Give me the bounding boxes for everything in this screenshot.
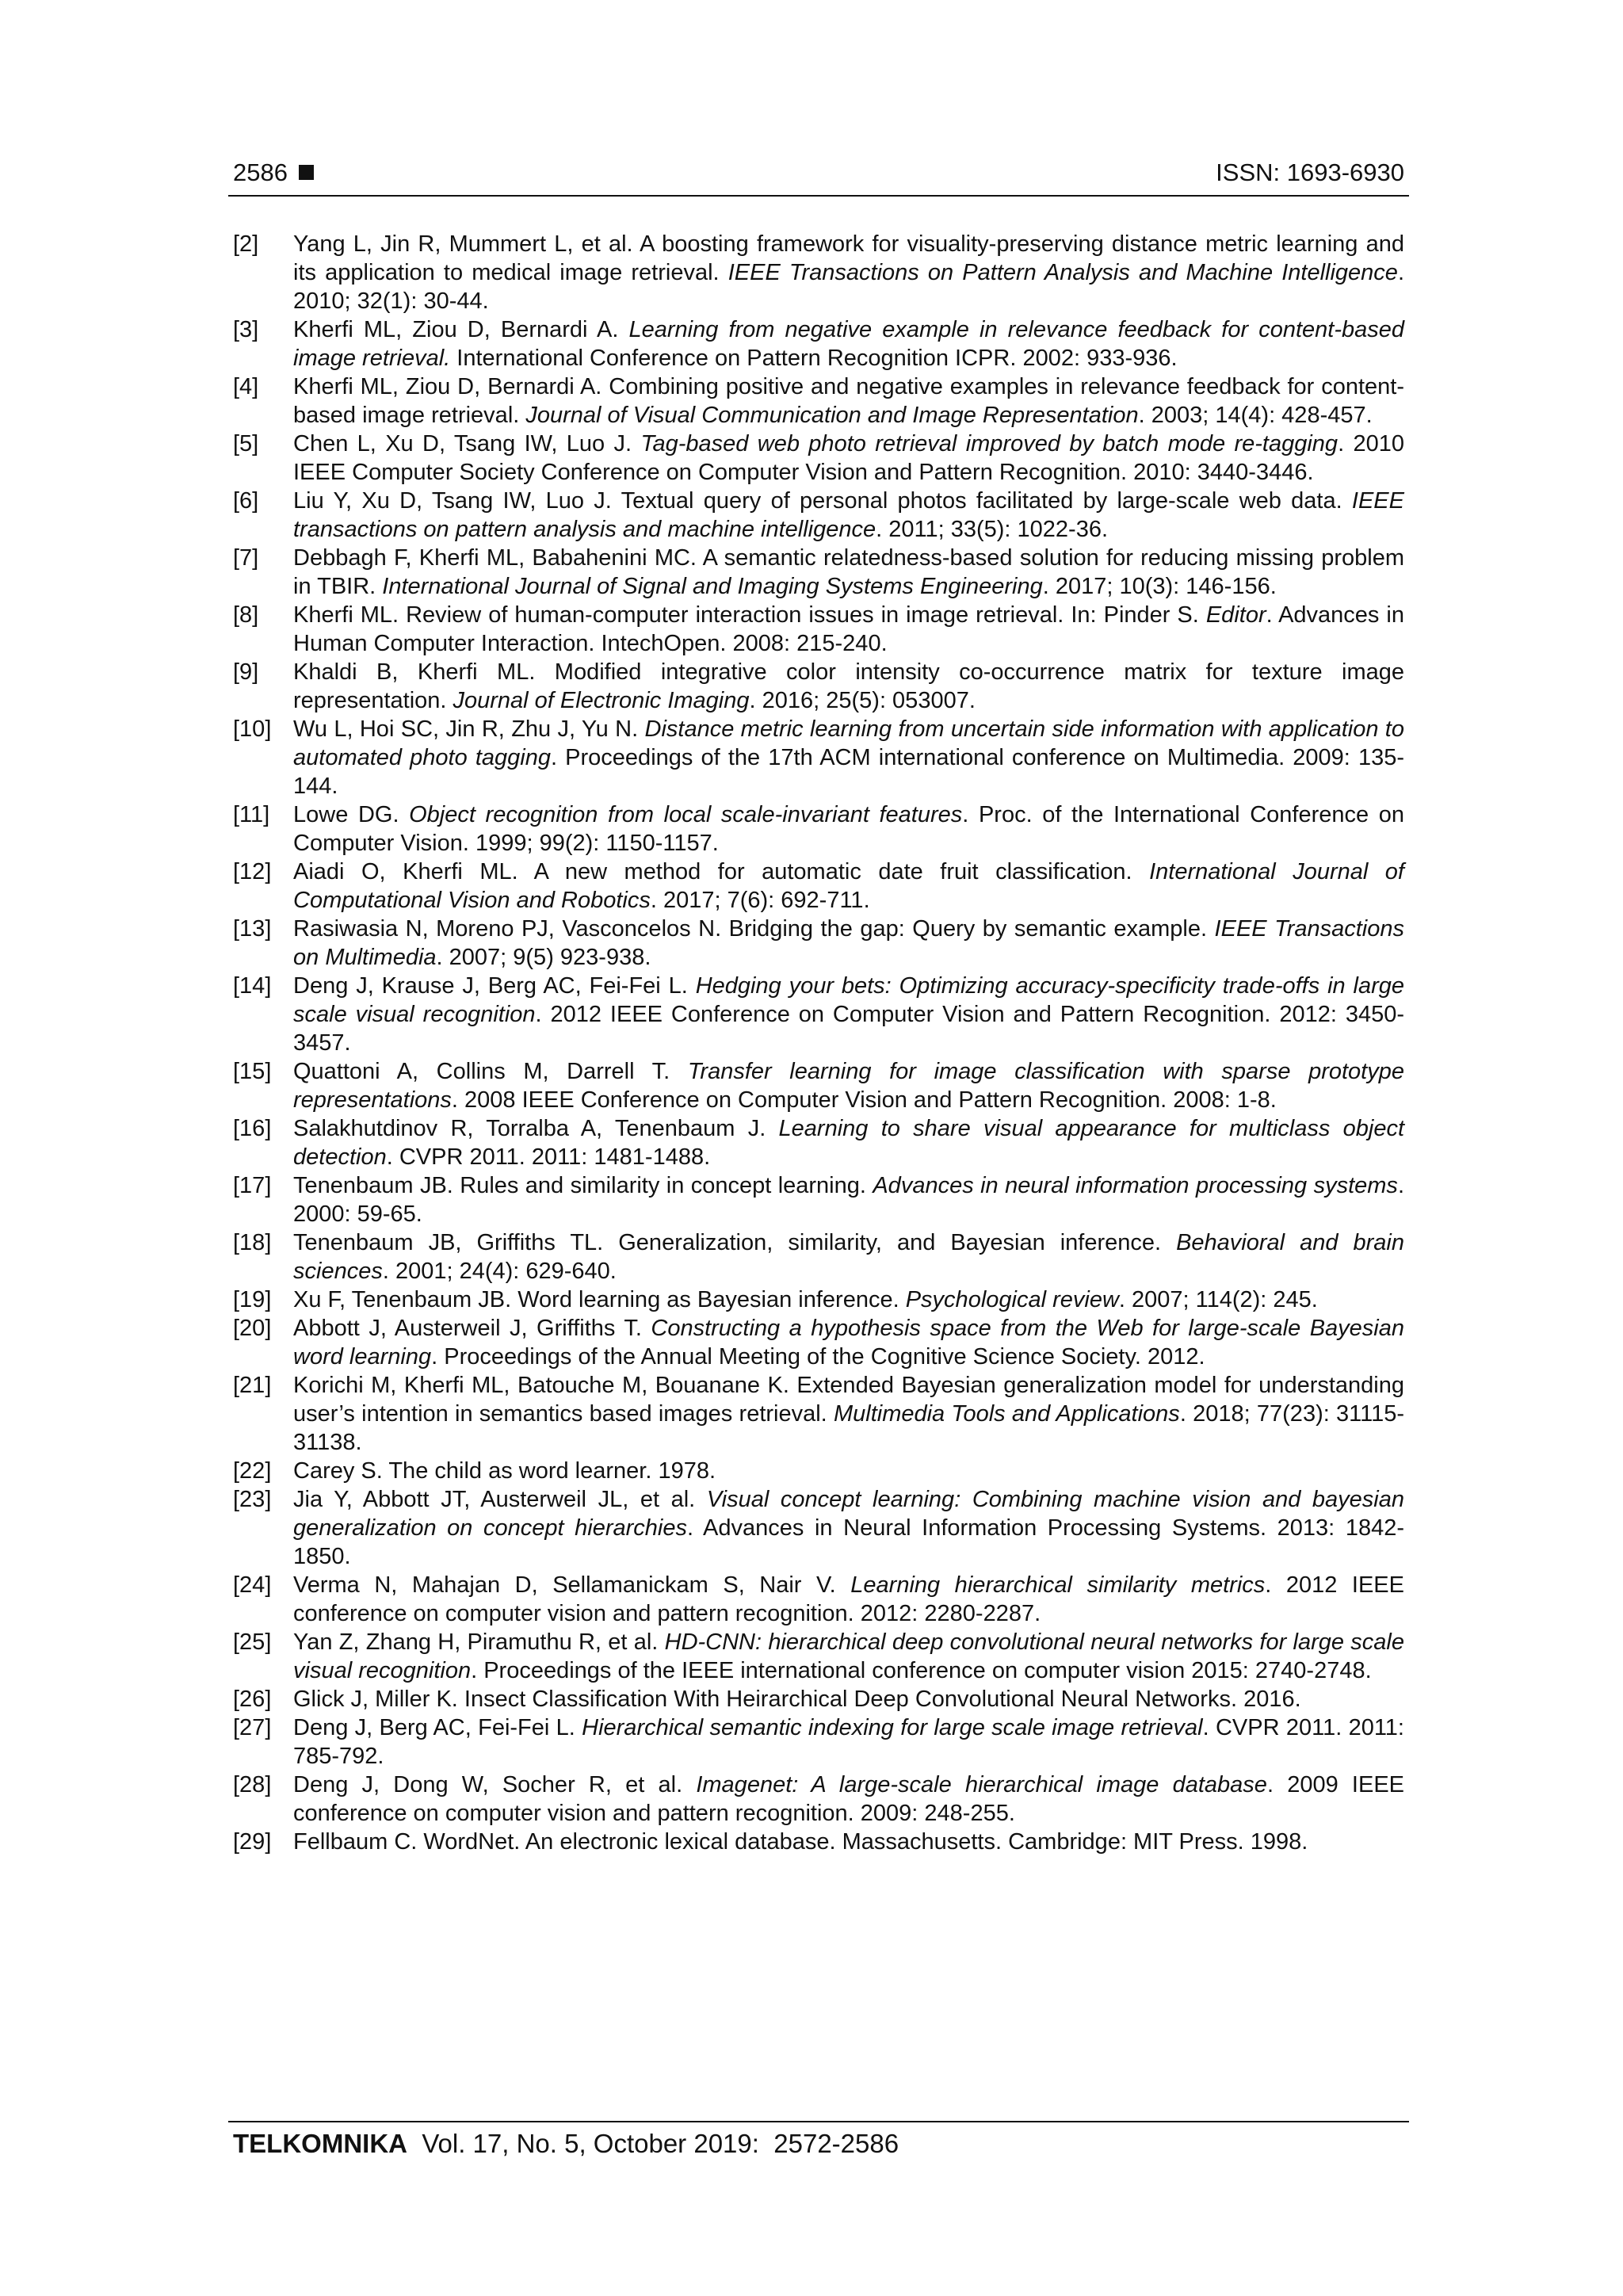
reference-text-segment: Rasiwasia N, Moreno PJ, Vasconcelos N. Bridging the gap: Query by semantic example. xyxy=(293,916,1215,942)
reference-number: [23] xyxy=(233,1487,272,1512)
reference-title-italic: Journal of Electronic Imaging xyxy=(453,688,750,713)
reference-title-italic: Hedging your bets: Optimizing accuracy-specificity trade-offs in large scale visual recognition xyxy=(293,973,1405,1027)
reference-item xyxy=(233,1628,1404,1685)
reference-title-italic: Journal of Visual Communication and Image Representation xyxy=(525,403,1139,428)
reference-number: [10] xyxy=(233,716,272,742)
reference-text-segment: . 2017; 7(6): 692-711. xyxy=(650,888,870,913)
reference-title-italic: Imagenet: A large-scale hierarchical image database xyxy=(696,1772,1267,1797)
journal-name: TELKOMNIKA xyxy=(233,2129,407,2158)
reference-number: [15] xyxy=(233,1059,272,1084)
reference-title-italic: Multimedia Tools and Applications xyxy=(833,1401,1180,1427)
reference-title-italic: Constructing a hypothesis space from the Web for large-scale Bayesian word learning xyxy=(293,1316,1404,1370)
reference-text-segment: . 2009 IEEE conference on computer vision and pattern recognition. 2009: 248-255. xyxy=(293,1772,1405,1826)
reference-item xyxy=(233,1057,1404,1114)
reference-text-segment: . 2008 IEEE Conference on Computer Vision and Pattern Recognition. 2008: 1-8. xyxy=(451,1087,1277,1113)
reference-number: [28] xyxy=(233,1772,272,1797)
reference-number: [6] xyxy=(233,488,259,514)
reference-text-segment: . 2003; 14(4): 428-457. xyxy=(1138,403,1373,428)
reference-text-segment: . Proceedings of the IEEE international conference on computer vision 2015: 2740-2748. xyxy=(471,1658,1372,1683)
reference-list xyxy=(233,230,1404,1856)
reference-number: [19] xyxy=(233,1287,272,1312)
reference-number: [20] xyxy=(233,1316,272,1341)
reference-text xyxy=(293,315,1404,372)
reference-text xyxy=(293,800,1404,858)
reference-item xyxy=(233,1114,1404,1171)
reference-text-segment: . 2000: 59-65. xyxy=(293,1173,1404,1227)
reference-text-segment: Jia Y, Abbott JT, Austerweil JL, et al. xyxy=(293,1487,707,1512)
reference-text-segment: Carey S. The child as word learner. 1978. xyxy=(293,1458,716,1484)
reference-text-segment: . CVPR 2011. 2011: 785-792. xyxy=(293,1715,1404,1769)
reference-text-segment: . 2012 IEEE conference on computer vision and pattern recognition. 2012: 2280-2287. xyxy=(293,1572,1404,1626)
reference-text-segment: Deng J, Krause J, Berg AC, Fei-Fei L. xyxy=(293,973,696,999)
reference-text-segment: . 2016; 25(5): 053007. xyxy=(749,688,976,713)
reference-text-segment: . Proc. of the International Conference on Computer Vision. 1999; 99(2): 1150-1157. xyxy=(293,802,1405,856)
reference-text xyxy=(293,1713,1404,1771)
reference-item xyxy=(233,1228,1404,1286)
reference-number: [5] xyxy=(233,431,259,457)
page-number xyxy=(233,159,314,187)
reference-number: [17] xyxy=(233,1173,272,1198)
reference-text xyxy=(293,601,1404,658)
reference-text xyxy=(293,1828,1404,1856)
reference-number: [8] xyxy=(233,602,259,628)
reference-text-segment: Verma N, Mahajan D, Sellamanickam S, Nair V. xyxy=(293,1572,851,1598)
reference-text xyxy=(293,658,1404,715)
header-divider xyxy=(228,195,1409,197)
reference-text-segment: Yan Z, Zhang H, Piramuthu R, et al. xyxy=(293,1629,665,1655)
reference-title-italic: Advances in neural information processing systems xyxy=(873,1173,1398,1198)
reference-text xyxy=(293,972,1404,1057)
reference-item xyxy=(233,1457,1404,1485)
reference-text-segment: Deng J, Dong W, Socher R, et al. xyxy=(293,1772,697,1797)
reference-title-italic: Hierarchical semantic indexing for large scale image retrieval xyxy=(582,1715,1203,1740)
reference-text xyxy=(293,1485,1404,1571)
reference-text-segment: Kherfi ML. Review of human-computer interaction issues in image retrieval. In: Pinder S. xyxy=(293,602,1206,628)
reference-title-italic: Psychological review xyxy=(905,1287,1119,1312)
reference-title-italic: Tag-based web photo retrieval improved by batch mode re-tagging xyxy=(640,431,1338,457)
reference-number: [14] xyxy=(233,973,272,999)
reference-number: [22] xyxy=(233,1458,272,1484)
reference-text xyxy=(293,544,1404,601)
reference-item xyxy=(233,544,1404,601)
reference-number: [16] xyxy=(233,1116,272,1141)
reference-text xyxy=(293,858,1404,915)
reference-item xyxy=(233,230,1404,315)
black-square-icon xyxy=(299,165,314,180)
reference-text-segment: Debbagh F, Kherfi ML, Babahenini MC. A semantic relatedness-based solution for reducing missing problem in TBIR. xyxy=(293,545,1404,599)
reference-title-italic: IEEE Transactions on Multimedia xyxy=(293,916,1404,970)
reference-text-segment: Xu F, Tenenbaum JB. Word learning as Bayesian inference. xyxy=(293,1287,906,1312)
reference-text-segment: Deng J, Berg AC, Fei-Fei L. xyxy=(293,1715,582,1740)
reference-item xyxy=(233,1171,1404,1228)
reference-text-segment: Fellbaum C. WordNet. An electronic lexical database. Massachusetts. Cambridge: MIT Press. 1998. xyxy=(293,1829,1308,1855)
reference-text-segment: Abbott J, Austerweil J, Griffiths T. xyxy=(293,1316,651,1341)
reference-text-segment: . CVPR 2011. 2011: 1481-1488. xyxy=(386,1144,711,1170)
reference-text xyxy=(293,1314,1404,1371)
reference-item xyxy=(233,658,1404,715)
reference-text-segment: International Conference on Pattern Recognition ICPR. 2002: 933-936. xyxy=(450,346,1178,371)
reference-item xyxy=(233,1371,1404,1457)
reference-text xyxy=(293,1571,1404,1628)
reference-title-italic: Distance metric learning from uncertain side information with application to automated photo tagging xyxy=(293,716,1404,770)
reference-item xyxy=(233,800,1404,858)
reference-text xyxy=(293,1057,1404,1114)
reference-text-segment: . 2012 IEEE Conference on Computer Vision and Pattern Recognition. 2012: 3450-3457. xyxy=(293,1002,1404,1056)
reference-item xyxy=(233,1828,1404,1856)
reference-item xyxy=(233,1286,1404,1314)
reference-title-italic: International Journal of Computational Vision and Robotics xyxy=(293,859,1404,913)
reference-number: [4] xyxy=(233,374,259,399)
reference-title-italic: Transfer learning for image classification with sparse prototype representations xyxy=(293,1059,1404,1113)
reference-text xyxy=(293,1114,1404,1171)
reference-text-segment: . 2010 IEEE Computer Society Conference on Computer Vision and Pattern Recognition. 2010: 3440-3446. xyxy=(293,431,1404,485)
reference-number: [7] xyxy=(233,545,259,571)
reference-text-segment: . 2011; 33(5): 1022-36. xyxy=(876,517,1109,542)
reference-title-italic: IEEE transactions on pattern analysis and machine intelligence xyxy=(293,488,1404,542)
reference-text-segment: Chen L, Xu D, Tsang IW, Luo J. xyxy=(293,431,641,457)
reference-title-italic: HD-CNN: hierarchical deep convolutional neural networks for large scale visual recognition xyxy=(293,1629,1405,1683)
reference-text-segment: . Advances in Human Computer Interaction. IntechOpen. 2008: 215-240. xyxy=(293,602,1404,656)
reference-text-segment: Glick J, Miller K. Insect Classification With Heirarchical Deep Convolutional Neural Networks. 2016. xyxy=(293,1687,1301,1712)
reference-number: [21] xyxy=(233,1373,272,1398)
reference-text xyxy=(293,230,1404,315)
reference-text xyxy=(293,1685,1404,1713)
page-number-text: 2586 xyxy=(233,159,288,186)
reference-number: [12] xyxy=(233,859,272,884)
reference-number: [29] xyxy=(233,1829,272,1855)
reference-text xyxy=(293,1286,1404,1314)
reference-text xyxy=(293,715,1404,800)
reference-item xyxy=(233,430,1404,487)
reference-item xyxy=(233,601,1404,658)
reference-item xyxy=(233,315,1404,372)
reference-number: [27] xyxy=(233,1715,272,1740)
reference-text-segment: Tenenbaum JB. Rules and similarity in concept learning. xyxy=(293,1173,873,1198)
reference-text-segment: . Proceedings of the 17th ACM international conference on Multimedia. 2009: 135-144. xyxy=(293,745,1404,799)
reference-number: [18] xyxy=(233,1230,272,1255)
reference-number: [9] xyxy=(233,659,259,685)
reference-text-segment: . 2017; 10(3): 146-156. xyxy=(1042,574,1277,599)
reference-item xyxy=(233,487,1404,544)
reference-text-segment: . 2007; 114(2): 245. xyxy=(1118,1287,1318,1312)
reference-item xyxy=(233,1685,1404,1713)
reference-text-segment: Salakhutdinov R, Torralba A, Tenenbaum J. xyxy=(293,1116,779,1141)
reference-text-segment: . 2007; 9(5) 923-938. xyxy=(436,945,651,970)
reference-text-segment: Liu Y, Xu D, Tsang IW, Luo J. Textual query of personal photos facilitated by large-scale web data. xyxy=(293,488,1352,514)
reference-text xyxy=(293,1457,1404,1485)
reference-title-italic: Editor xyxy=(1205,602,1266,628)
reference-text-segment: Kherfi ML, Ziou D, Bernardi A. Combining positive and negative examples in relevance feedback for content-based image retrieval. xyxy=(293,374,1404,428)
reference-item xyxy=(233,1713,1404,1771)
reference-number: [24] xyxy=(233,1572,272,1598)
reference-text xyxy=(293,1371,1404,1457)
reference-text-segment: Korichi M, Kherfi ML, Batouche M, Bouanane K. Extended Bayesian generalization model for understanding user’s intention in semantics based images retrieval. xyxy=(293,1373,1404,1427)
reference-text-segment: . 2010; 32(1): 30-44. xyxy=(293,260,1404,314)
reference-title-italic: Visual concept learning: Combining machine vision and bayesian generalization on concept hierarchies xyxy=(293,1487,1404,1541)
reference-title-italic: Object recognition from local scale-invariant features xyxy=(409,802,963,827)
reference-text-segment: Quattoni A, Collins M, Darrell T. xyxy=(293,1059,688,1084)
reference-text-segment: . Advances in Neural Information Processing Systems. 2013: 1842-1850. xyxy=(293,1515,1404,1569)
reference-item xyxy=(233,972,1404,1057)
reference-number: [13] xyxy=(233,916,272,942)
reference-item xyxy=(233,1571,1404,1628)
reference-text-segment: Tenenbaum JB, Griffiths TL. Generalization, similarity, and Bayesian inference. xyxy=(293,1230,1177,1255)
reference-number: [25] xyxy=(233,1629,272,1655)
reference-item xyxy=(233,372,1404,430)
issn-label: ISSN: 1693-6930 xyxy=(1216,159,1404,186)
reference-text xyxy=(293,1771,1404,1828)
reference-text xyxy=(293,915,1404,972)
reference-text-segment: Wu L, Hoi SC, Jin R, Zhu J, Yu N. xyxy=(293,716,645,742)
reference-title-italic: Behavioral and brain sciences xyxy=(293,1230,1404,1284)
reference-text-segment: Khaldi B, Kherfi ML. Modified integrative color intensity co-occurrence matrix for texture image representation. xyxy=(293,659,1404,713)
reference-title-italic: Learning hierarchical similarity metrics xyxy=(850,1572,1266,1598)
reference-item xyxy=(233,858,1404,915)
reference-text-segment: . 2018; 77(23): 31115-31138. xyxy=(293,1401,1405,1455)
reference-text-segment: Yang L, Jin R, Mummert L, et al. A boosting framework for visuality-preserving distance metric learning and its application to medical image retrieval. xyxy=(293,231,1404,285)
reference-text xyxy=(293,1628,1404,1685)
reference-number: [2] xyxy=(233,231,259,257)
reference-text xyxy=(293,430,1404,487)
reference-title-italic: International Journal of Signal and Imaging Systems Engineering xyxy=(382,574,1043,599)
reference-number: [11] xyxy=(233,802,270,827)
reference-text xyxy=(293,1171,1404,1228)
reference-item xyxy=(233,1314,1404,1371)
journal-issue-details: Vol. 17, No. 5, October 2019: 2572-2586 xyxy=(407,2129,899,2158)
reference-number: [26] xyxy=(233,1687,272,1712)
reference-item xyxy=(233,715,1404,800)
reference-text xyxy=(293,487,1404,544)
reference-number: [3] xyxy=(233,317,259,342)
reference-item xyxy=(233,915,1404,972)
reference-title-italic: Learning from negative example in relevance feedback for content-based image retrieval. xyxy=(293,317,1404,371)
reference-text-segment: . Proceedings of the Annual Meeting of the Cognitive Science Society. 2012. xyxy=(431,1344,1205,1370)
reference-text-segment: Aiadi O, Kherfi ML. A new method for automatic date fruit classification. xyxy=(293,859,1150,884)
reference-item xyxy=(233,1485,1404,1571)
reference-text-segment: Lowe DG. xyxy=(293,802,410,827)
reference-title-italic: Learning to share visual appearance for multiclass object detection xyxy=(293,1116,1404,1170)
reference-text-segment: . 2001; 24(4): 629-640. xyxy=(382,1259,617,1284)
page-header xyxy=(233,155,1404,197)
reference-text xyxy=(293,1228,1404,1286)
reference-title-italic: IEEE Transactions on Pattern Analysis and Machine Intelligence xyxy=(727,260,1398,285)
reference-item xyxy=(233,1771,1404,1828)
footer-divider xyxy=(228,2121,1409,2122)
reference-text xyxy=(293,372,1404,430)
reference-text-segment: Kherfi ML, Ziou D, Bernardi A. xyxy=(293,317,629,342)
page-footer xyxy=(233,2129,899,2159)
